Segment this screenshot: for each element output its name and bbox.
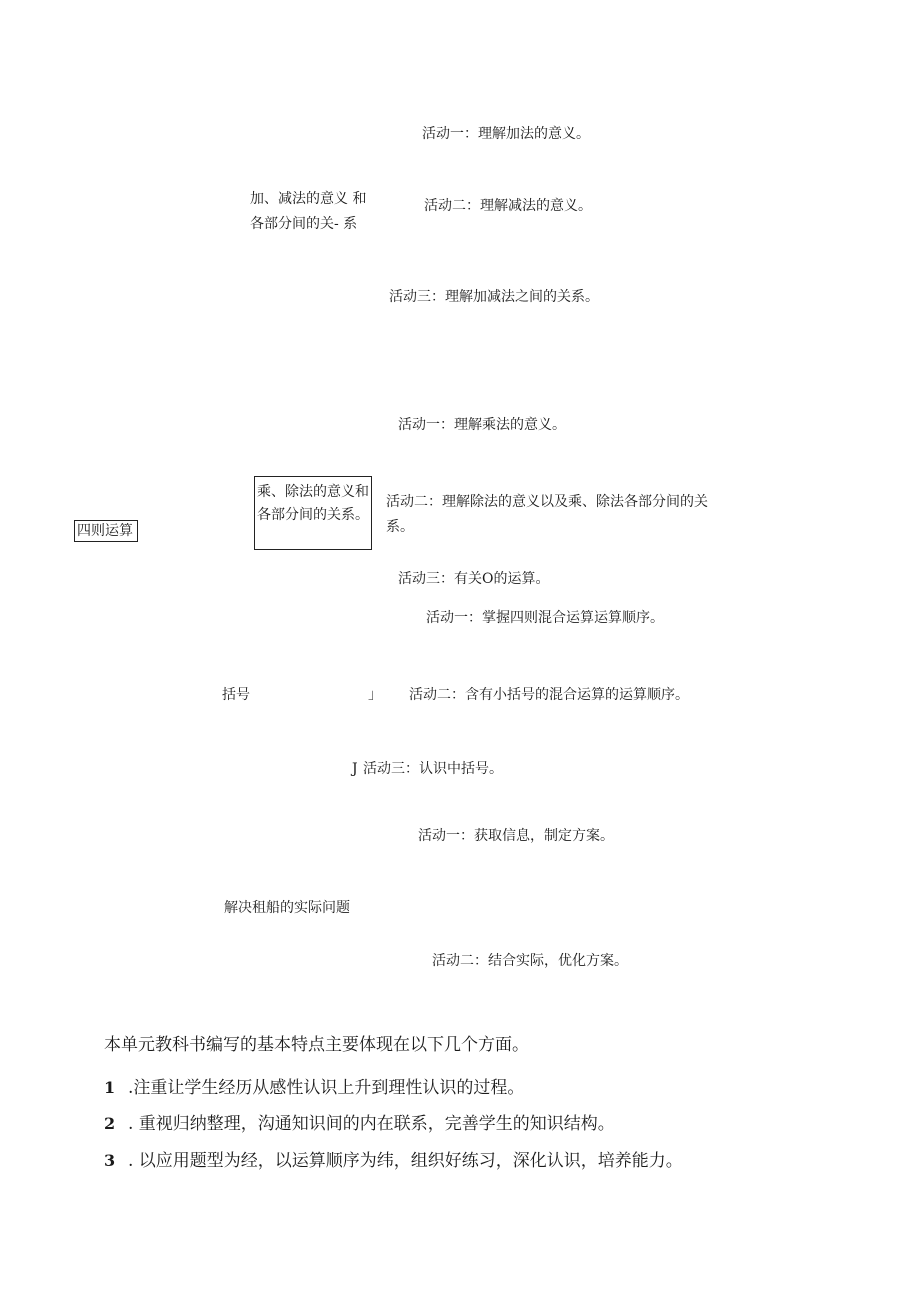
branch-brackets-topic: 括号 bbox=[222, 687, 250, 703]
point-3-text: . 以应用题型为经，以运算顺序为纬，组织好练习，深化认识，培养能力。 bbox=[128, 1151, 683, 1171]
bracket-mark-2: J bbox=[352, 761, 358, 777]
point-2-text: . 重视归纳整理，沟通知识间的内在联系，完善学生的知识结构。 bbox=[128, 1114, 615, 1134]
mul-div-activity-2-line1: 活动二：理解除法的意义以及乘、除法各部分间的关 bbox=[386, 494, 708, 510]
brackets-activity-2: 活动二：含有小括号的混合运算的运算顺序。 bbox=[409, 687, 689, 703]
point-2 bbox=[104, 1113, 615, 1135]
branch-add-sub-topic-line1: 加、减法的意义 和 bbox=[250, 191, 367, 207]
point-2-number: 2 bbox=[104, 1114, 116, 1133]
mul-div-activity-2-line2: 系。 bbox=[386, 519, 414, 535]
point-1-number: 1 bbox=[104, 1078, 116, 1097]
branch-add-sub-topic-line2: 各部分间的关- 系 bbox=[250, 216, 358, 232]
root-topic-box bbox=[74, 520, 138, 542]
boat-activity-2: 活动二：结合实际，优化方案。 bbox=[432, 953, 628, 969]
point-3-number: 3 bbox=[104, 1151, 116, 1170]
bracket-mark-1: 」 bbox=[368, 687, 382, 703]
branch-mul-div-topic-box bbox=[254, 476, 372, 550]
boat-activity-1: 活动一：获取信息，制定方案。 bbox=[418, 828, 614, 844]
point-1 bbox=[104, 1077, 524, 1099]
add-sub-activity-1: 活动一：理解加法的意义。 bbox=[422, 126, 590, 142]
brackets-activity-3: 活动三：认识中括号。 bbox=[363, 761, 503, 777]
point-1-text: .注重让学生经历从感性认识上升到理性认识的过程。 bbox=[128, 1078, 525, 1098]
mul-div-activity-1: 活动一：理解乘法的意义。 bbox=[398, 417, 566, 433]
brackets-activity-1: 活动一：掌握四则混合运算运算顺序。 bbox=[426, 610, 664, 626]
branch-mul-div-topic: 乘、除法的意义和各部分间的关系。 bbox=[257, 484, 369, 523]
add-sub-activity-3: 活动三：理解加减法之间的关系。 bbox=[389, 289, 599, 305]
mul-div-activity-3: 活动三：有关O的运算。 bbox=[398, 571, 550, 587]
root-topic-label: 四则运算 bbox=[77, 523, 133, 539]
add-sub-activity-2: 活动二：理解减法的意义。 bbox=[424, 198, 592, 214]
point-3 bbox=[104, 1150, 683, 1172]
intro-paragraph: 本单元教科书编写的基本特点主要体现在以下几个方面。 bbox=[104, 1035, 529, 1055]
branch-boat-topic: 解决租船的实际问题 bbox=[224, 900, 350, 916]
